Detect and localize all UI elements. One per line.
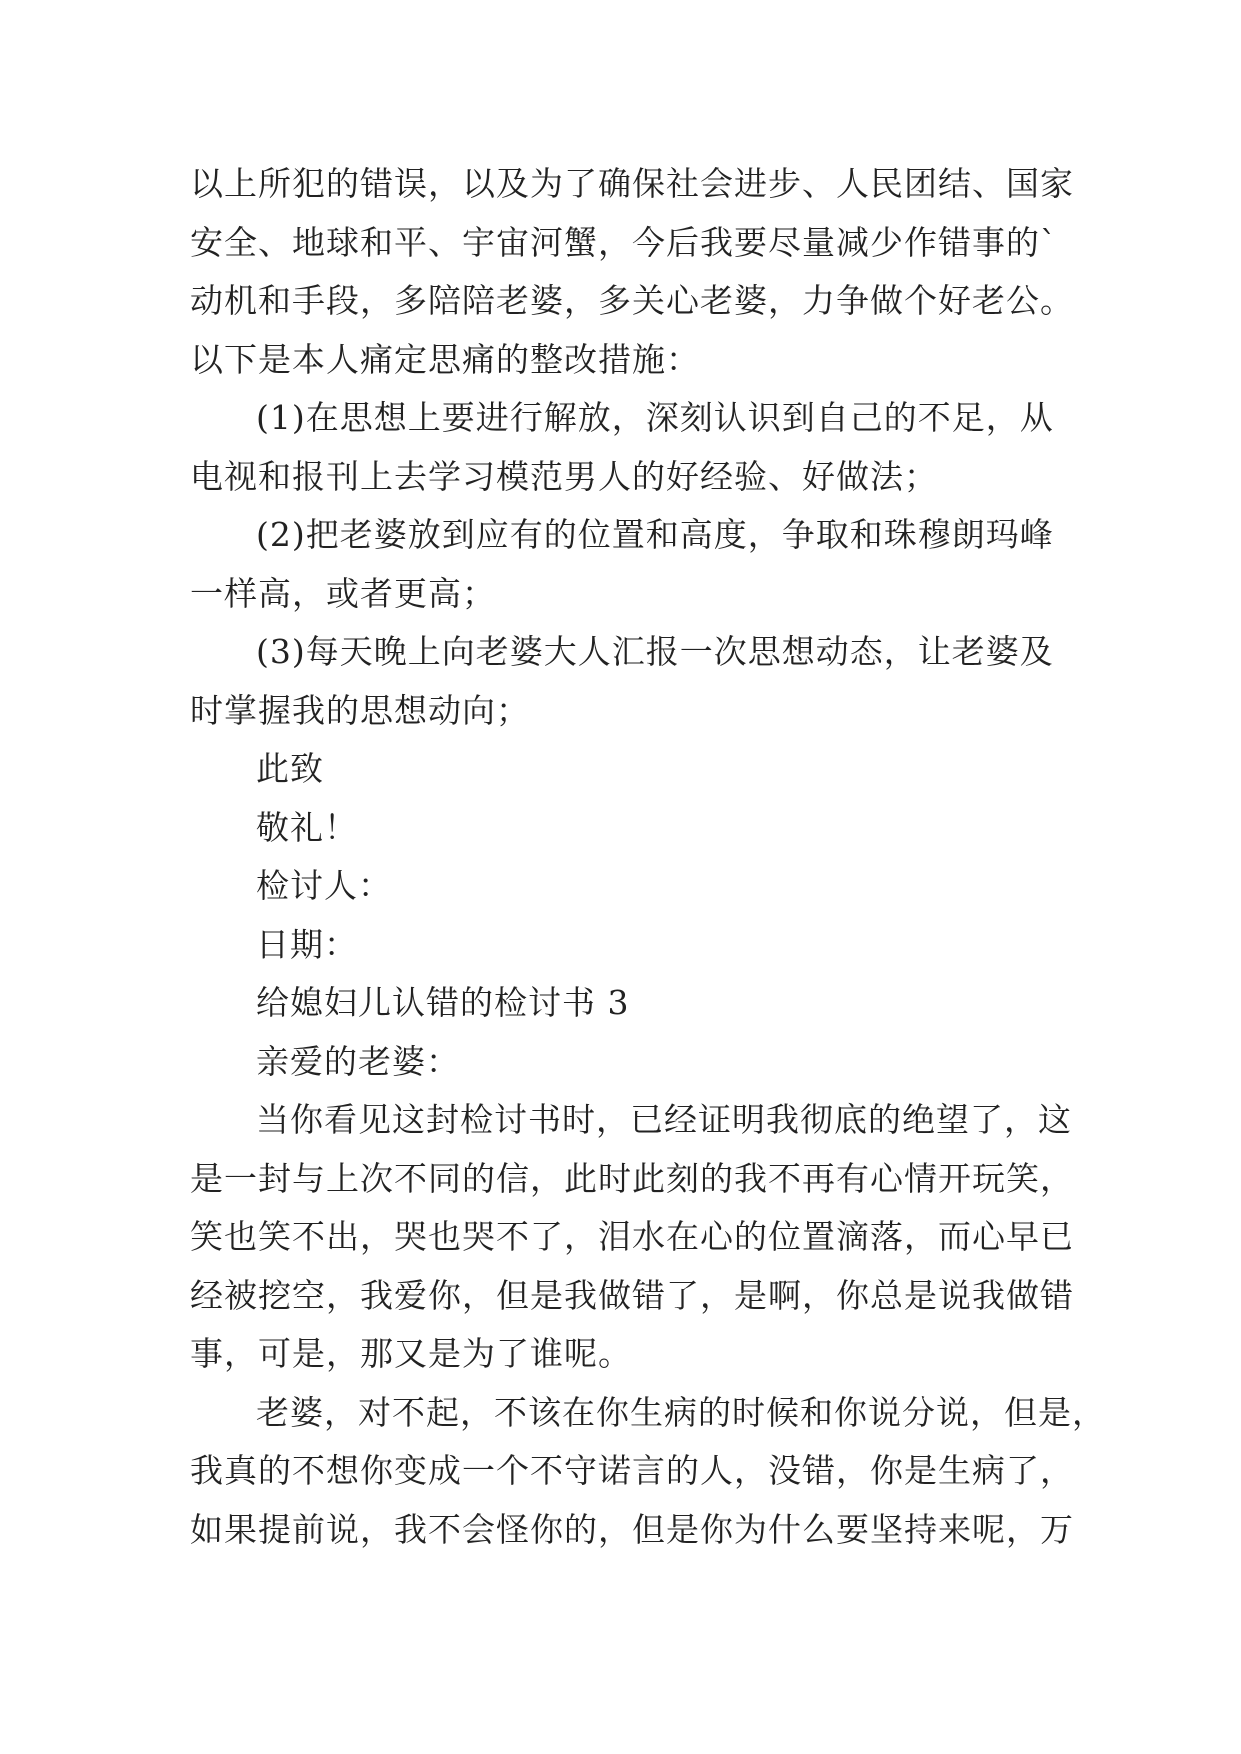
text-line: 老婆，对不起，不该在你生病的时候和你说分说，但是，: [256, 1392, 1106, 1432]
text-line: 笑也笑不出，哭也哭不了，泪水在心的位置滴落，而心早已: [190, 1217, 1074, 1256]
text-line: (2)把老婆放到应有的位置和高度，争取和珠穆朗玛峰: [256, 515, 1054, 554]
text-line: 安全、地球和平、宇宙河蟹，今后我要尽量减少作错事的`: [190, 222, 1058, 262]
text-line: 是一封与上次不同的信，此时此刻的我不再有心情开玩笑，: [190, 1158, 1074, 1198]
text-line: 动机和手段，多陪陪老婆，多关心老婆，力争做个好老公。: [190, 281, 1074, 320]
text-line: (3)每天晚上向老婆大人汇报一次思想动态，让老婆及: [256, 632, 1054, 671]
text-line: 电视和报刊上去学习模范男人的好经验、好做法；: [190, 456, 938, 496]
greeting: 亲爱的老婆：: [256, 1041, 460, 1081]
date-label: 日期：: [256, 924, 358, 964]
text-line: 事，可是，那又是为了谁呢。: [190, 1334, 632, 1373]
text-line: 如果提前说，我不会怪你的，但是你为什么要坚持来呢，万: [190, 1509, 1074, 1549]
signature-label: 检讨人：: [256, 866, 392, 905]
closing-regards: 敬礼！: [256, 807, 358, 847]
text-line: (1)在思想上要进行解放，深刻认识到自己的不足，从: [256, 398, 1054, 437]
document-body: [190, 155, 1106, 1559]
text-line: 以下是本人痛定思痛的整改措施：: [190, 339, 700, 379]
closing-salutation: 此致: [256, 749, 324, 788]
section-title: 给媳妇儿认错的检讨书 3: [256, 983, 630, 1022]
text-line: 经被挖空，我爱你，但是我做错了，是啊，你总是说我做错: [190, 1275, 1074, 1315]
text-line: 时掌握我的思想动向；: [190, 690, 530, 730]
text-line: 一样高，或者更高；: [190, 573, 496, 613]
text-line: 我真的不想你变成一个不守诺言的人，没错，你是生病了，: [190, 1451, 1074, 1490]
text-line: 当你看见这封检讨书时，已经证明我彻底的绝望了，这: [256, 1100, 1072, 1139]
text-line: 以上所犯的错误，以及为了确保社会进步、人民团结、国家: [190, 164, 1074, 203]
